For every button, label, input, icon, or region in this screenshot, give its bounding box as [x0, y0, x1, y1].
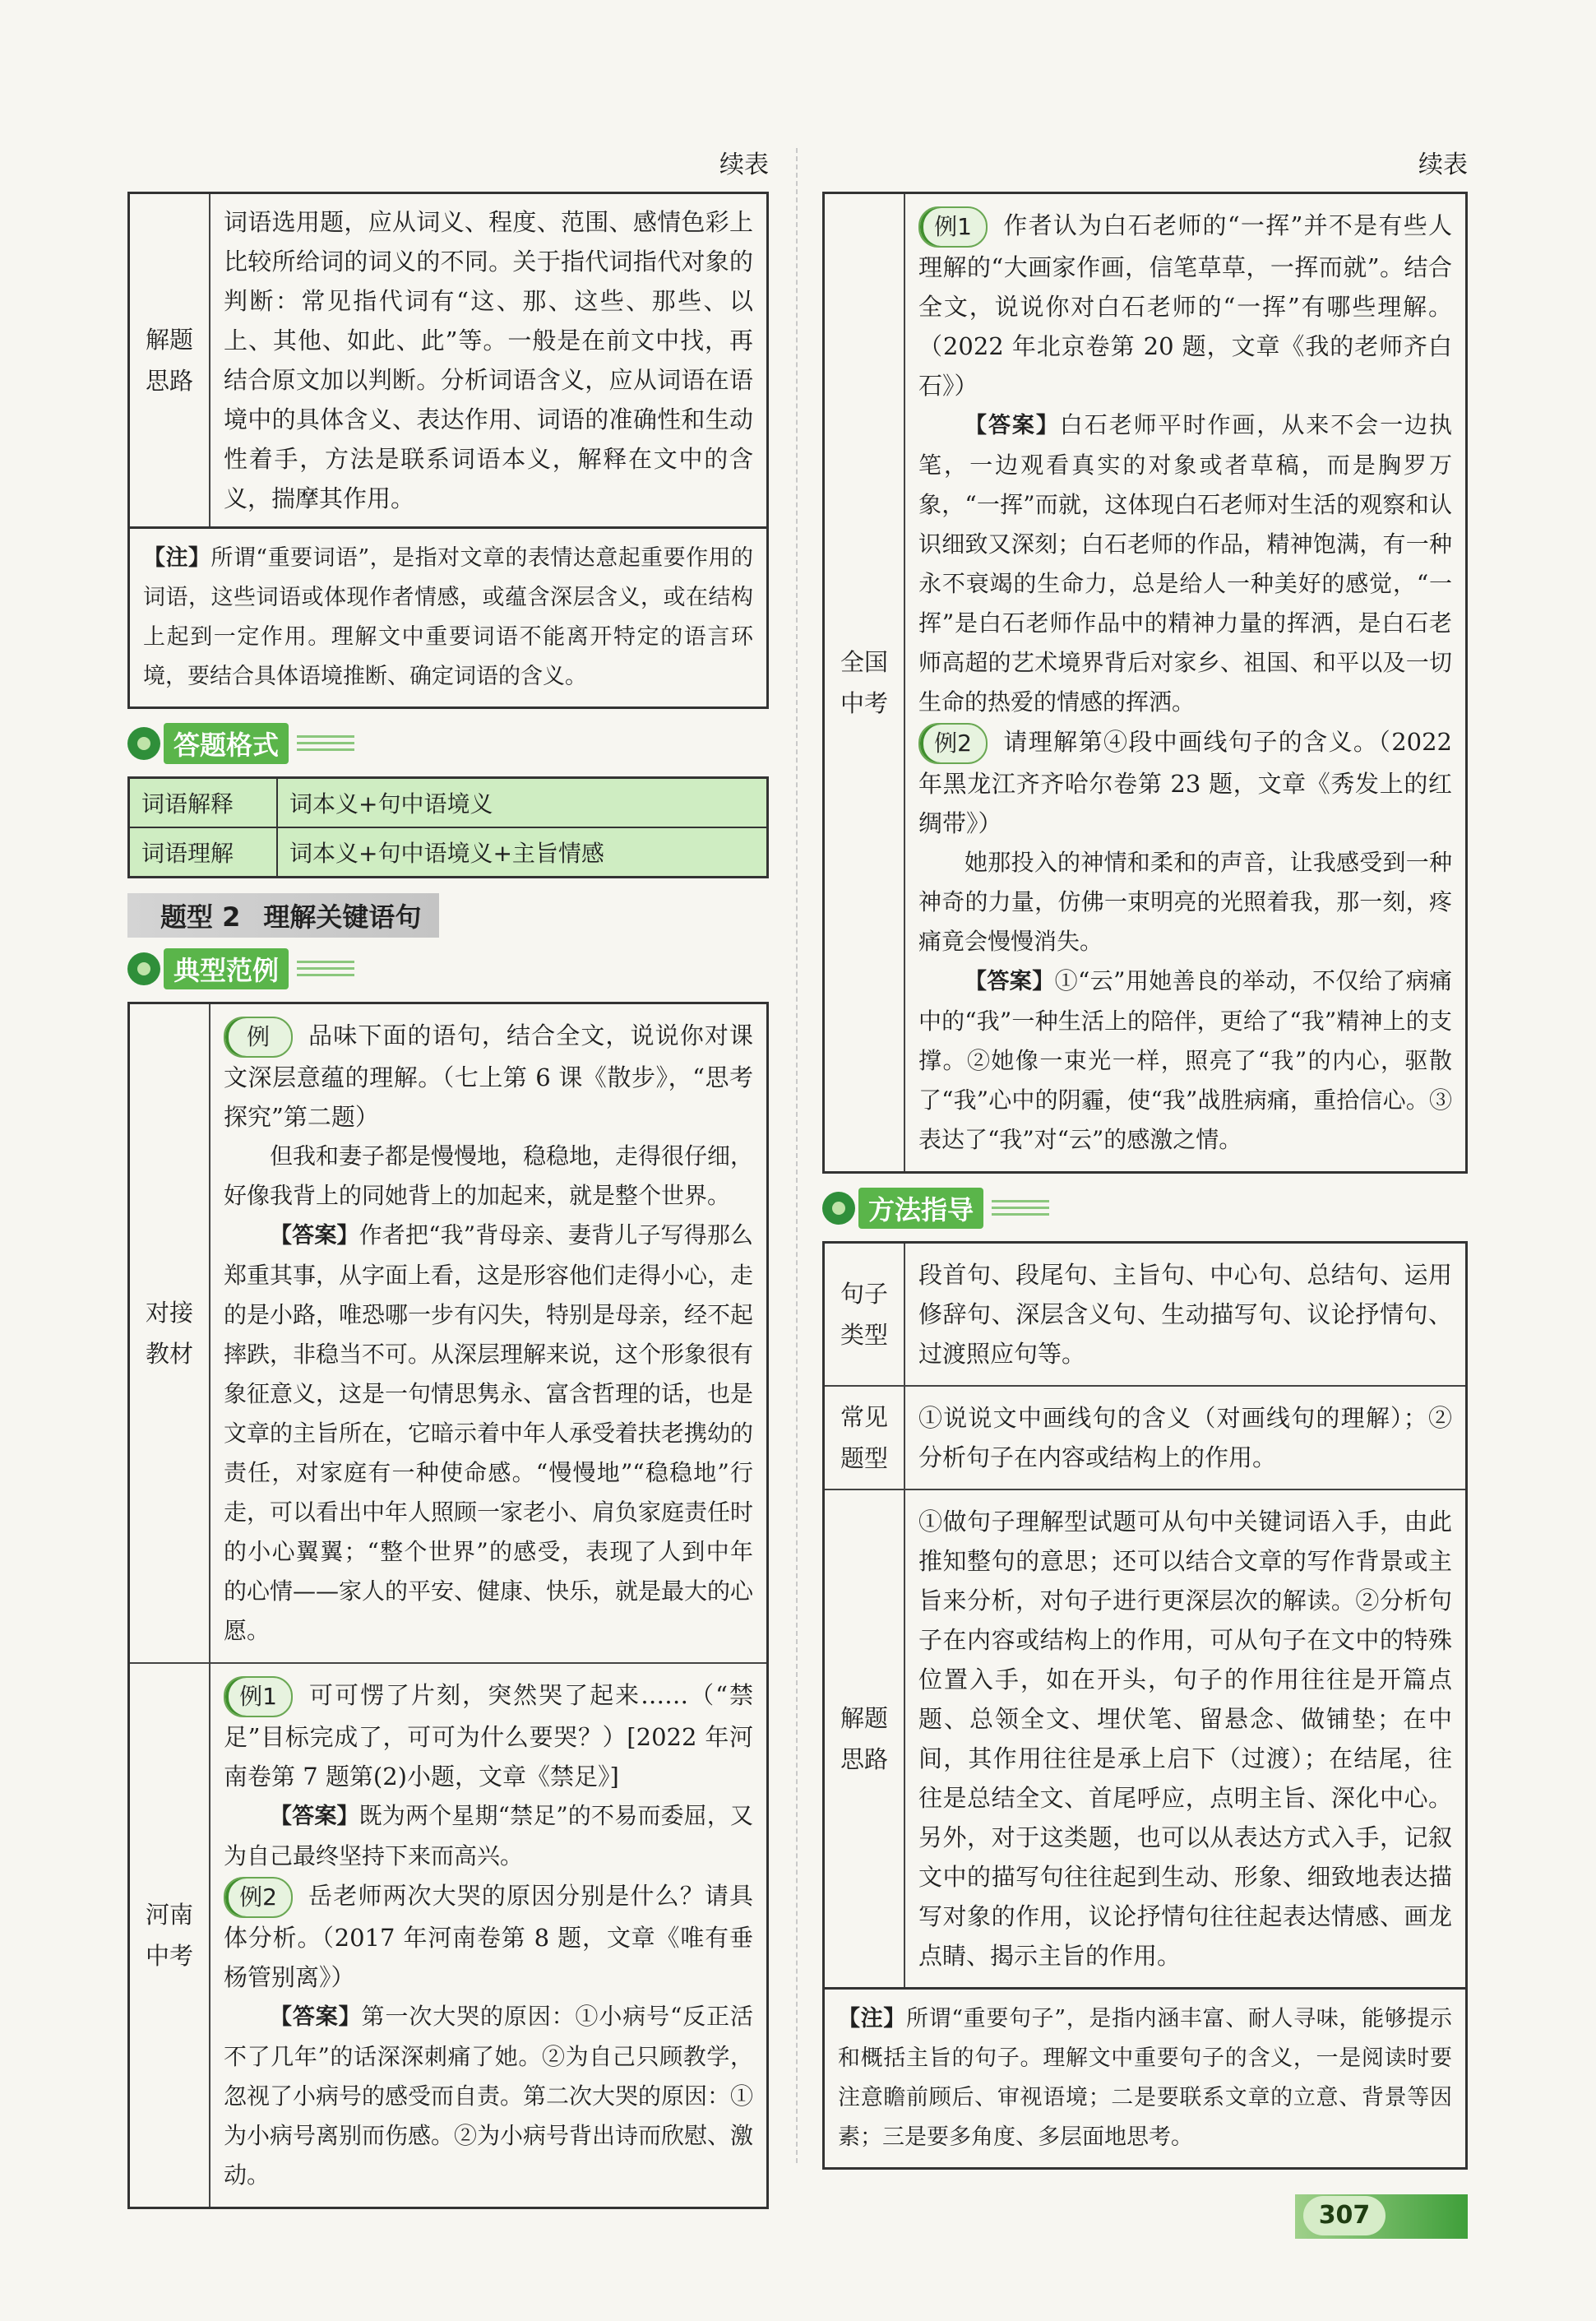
note-box-right: 【注】所谓“重要句子”，是指内涵丰富、耐人寻味，能够提示和概括主旨的句子。理解文中重要句子的含义，一是阅读时要注意瞻前顾后、审视语境；二是要联系文章的立意、背景等因素；三是要多角度、多层面地思考。 [822, 1990, 1468, 2170]
continued-label-right: 续表 [1418, 151, 1468, 179]
method-table [822, 1241, 1468, 1990]
decor-lines [992, 1200, 1049, 1216]
henan-label: 河南 中考 [129, 1663, 210, 2208]
solution-label: 解题 思路 [129, 193, 210, 528]
textbook-label: 对接 教材 [129, 1003, 210, 1664]
national-table [822, 192, 1468, 1174]
note-box-left: 【注】所谓“重要词语”，是指对文章的表情达意起重要作用的词语，这些词语或体现作者情感，或蕴含深层含义，或在结构上起到一定作用。理解文中重要词语不能离开特定的语言环境，要结合具体语境推断、确定词语的含义。 [127, 529, 769, 709]
type-header: 题型 2 理解关键语句 [127, 893, 439, 938]
example-tag: 例2 [224, 1877, 293, 1918]
example-tag: 例1 [918, 206, 988, 248]
sentence-types-label: 句子 类型 [824, 1243, 905, 1387]
format-table [127, 776, 769, 878]
decor-lines [297, 961, 354, 977]
circle-icon [822, 1192, 855, 1225]
solution-text: 词语选用题，应从词义、程度、范围、感情色彩上比较所给词的词义的不同。关于指代词指代对象的判断：常见指代词有“这、那、这些、那些、以上、其他、如此、此”等。一般是在前文中找，再结合原文加以判断。分析词语含义，应从词语在语境中的具体含义、表达作用、词语的准确性和生动性着手，方法是联系词语本义，解释在文中的含义，揣摩其作用。 [210, 193, 768, 528]
right-column [822, 144, 1468, 2170]
henan-examples: 例1 可可愣了片刻，突然哭了起来……（“禁足”目标完成了，可可为什么要哭？）[2022 年河南卷第 7 题第(2)小题，文章《禁足》] 【答案】既为两个星期“禁足”的不易而委屈，又为自己最终坚持下来而高兴。 例2 岳老师两次大哭的原因分别是什么？请具体分析。（2017 年河南卷第 8 题，文章《唯有垂杨管别离》） 【答案】第一次大哭的原因：①小病号“反正活不了几年”的话深深刺痛了她。②为自己只顾教学，忽视了小病号的感受而自责。第二次大哭的原因：①为小病号离别而伤感。②为小病号背出诗而欣慰、激动。 [210, 1663, 768, 2208]
left-column [127, 144, 769, 2209]
format-header: 答题格式 [127, 724, 769, 763]
example-tag: 例1 [224, 1676, 293, 1717]
examples-header: 典型范例 [127, 949, 769, 989]
examples-table-left [127, 1002, 769, 2209]
textbook-example: 例 品味下面的语句，结合全文，说说你对课文深层意蕴的理解。（七上第 6 课《散步》，“思考探究”第二题） 但我和妻子都是慢慢地，稳稳地，走得很仔细，好像我背上的同她背上的加起来，就是整个世界。 【答案】作者把“我”背母亲、妻背儿子写得那么郑重其事，从字面上看，这是形容他们走得小心，走的是小路，唯恐哪一步有闪失，特别是母亲，经不起摔跌，非稳当不可。从深层理解来说，这个形象很有象征意义，这是一句情思隽永、富含哲理的话，也是文章的主旨所在，它暗示着中年人承受着扶老携幼的责任，对家庭有一种使命感。“慢慢地”“稳稳地”行走，可以看出中年人照顾一家老小、肩负家庭责任时的小心翼翼；“整个世界”的感受，表现了人到中年的心情——家人的平安、健康、快乐，就是最大的心愿。 [210, 1003, 768, 1664]
method-header: 方法指导 [822, 1188, 1468, 1228]
common-types-label: 常见 题型 [824, 1386, 905, 1489]
page-number: 307 [1303, 2196, 1386, 2235]
solution-table-left [127, 192, 769, 529]
common-types-text: ①说说文中画线句的含义（对画线句的理解）；②分析句子在内容或结构上的作用。 [904, 1386, 1467, 1489]
decor-lines [297, 735, 354, 752]
continued-label-left: 续表 [719, 151, 769, 179]
format-row: 词语解释 词本义+句中语境义 [129, 778, 768, 828]
column-divider [796, 148, 798, 2163]
circle-icon [127, 952, 160, 985]
national-examples: 例1 作者认为白石老师的“一挥”并不是有些人理解的“大画家作画，信笔草草，一挥而就”。结合全文，说说你对白石老师的“一挥”有哪些理解。（2022 年北京卷第 20 题，文章《我的老师齐白石》） 【答案】白石老师平时作画，从来不会一边执笔，一边观看真实的对象或者草稿，而是胸罗万象，“一挥”而就，这体现白石老师对生活的观察和认识细致又深刻；白石老师的作品，精神饱满，有一种永不衰竭的生命力，总是给人一种美好的感觉，“一挥”是白石老师作品中的精神力量的挥洒，是白石老师高超的艺术境界背后对家乡、祖国、和平以及一切生命的热爱的情感的挥洒。 例2 请理解第④段中画线句子的含义。（2022 年黑龙江齐齐哈尔卷第 23 题，文章《秀发上的红绸带》） 她那投入的神情和柔和的声音，让我感受到一种神奇的力量，仿佛一束明亮的光照着我，那一刻，疼痛竟会慢慢消失。 【答案】①“云”用她善良的举动，不仅给了病痛中的“我”一种生活上的陪伴，更给了“我”精神上的支撑。②她像一束光一样，照亮了“我”的内心，驱散了“我”心中的阴霾，使“我”战胜病痛，重拾信心。③表达了“我”对“云”的感激之情。 [904, 193, 1467, 1173]
solution-label-right: 解题 思路 [824, 1489, 905, 1989]
solution-text-right: ①做句子理解型试题可从句中关键词语入手，由此推知整句的意思；还可以结合文章的写作背景或主旨来分析，对句子进行更深层次的解读。②分析句子在内容或结构上的作用，可从句子在文中的特殊位置入手，如在开头，句子的作用往往是开篇点题、总领全文、埋伏笔、留悬念、做铺垫；在中间，其作用往往是承上启下（过渡）；在结尾，往往是总结全文、首尾呼应，点明主旨、深化中心。另外，对于这类题，也可以从表达方式入手，记叙文中的描写句往往起到生动、形象、细致地表达描写对象的作用，议论抒情句往往起表达情感、画龙点睛、揭示主旨的作用。 [904, 1489, 1467, 1989]
example-tag: 例2 [918, 723, 988, 764]
format-row: 词语理解 词本义+句中语境义+主旨情感 [129, 827, 768, 878]
circle-icon [127, 727, 160, 760]
page-number-strip [1295, 2194, 1468, 2239]
sentence-types-text: 段首句、段尾句、主旨句、中心句、总结句、运用修辞句、深层含义句、生动描写句、议论抒情句、过渡照应句等。 [904, 1243, 1467, 1387]
example-tag: 例 [224, 1017, 293, 1058]
national-label: 全国 中考 [824, 193, 905, 1173]
